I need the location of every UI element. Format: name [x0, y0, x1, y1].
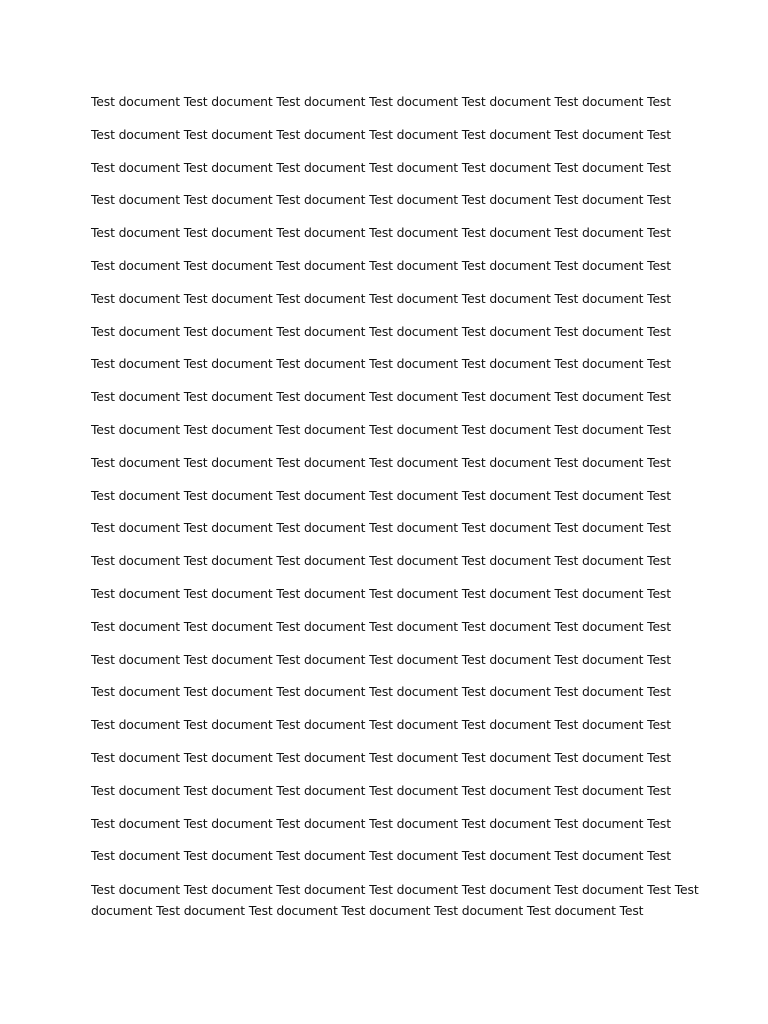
paragraph-8: Test document Test document Test document Test document Test document Test document Test — [91, 323, 671, 339]
paragraph-3: Test document Test document Test document Test document Test document Test document Test — [91, 159, 671, 175]
paragraph-12: Test document Test document Test document Test document Test document Test document Test — [91, 454, 671, 470]
paragraph-24: Test document Test document Test document Test document Test document Test document Test — [91, 848, 671, 864]
paragraph-23: Test document Test document Test document Test document Test document Test document Test — [91, 815, 671, 831]
paragraph-10: Test document Test document Test document Test document Test document Test document Test — [91, 389, 671, 405]
paragraph-4: Test document Test document Test document Test document Test document Test document Test — [91, 192, 671, 208]
document-body — [91, 92, 699, 921]
paragraph-14: Test document Test document Test document Test document Test document Test document Test — [91, 520, 671, 536]
paragraph-1: Test document Test document Test document Test document Test document Test document Test — [91, 94, 671, 109]
paragraph-5: Test document Test document Test document Test document Test document Test document Test — [91, 225, 671, 241]
paragraph-15: Test document Test document Test document Test document Test document Test document Test — [91, 553, 671, 569]
paragraph-2: Test document Test document Test document Test document Test document Test document Test — [91, 126, 671, 142]
paragraph-19: Test document Test document Test document Test document Test document Test document Test — [91, 684, 671, 700]
paragraph-20: Test document Test document Test document Test document Test document Test document Test — [91, 717, 671, 733]
paragraph-6: Test document Test document Test document Test document Test document Test document Test — [91, 257, 671, 273]
paragraph-13: Test document Test document Test document Test document Test document Test document Test — [91, 487, 671, 503]
paragraph-25-line-2: document Test document Test document Test document Test document Test document Test — [91, 903, 644, 919]
paragraph-11: Test document Test document Test document Test document Test document Test document Test — [91, 421, 671, 437]
paragraph-25 — [91, 879, 699, 921]
paragraph-7: Test document Test document Test document Test document Test document Test document Test — [91, 290, 671, 306]
paragraph-17: Test document Test document Test document Test document Test document Test document Test — [91, 618, 671, 634]
paragraph-21: Test document Test document Test document Test document Test document Test document Test — [91, 749, 671, 765]
paragraph-18: Test document Test document Test document Test document Test document Test document Test — [91, 651, 671, 667]
paragraph-25-line-1: Test document Test document Test document Test document Test document Test document Test Test — [91, 882, 699, 898]
paragraph-16: Test document Test document Test document Test document Test document Test document Test — [91, 585, 671, 601]
paragraph-9: Test document Test document Test document Test document Test document Test document Test — [91, 356, 671, 372]
paragraph-22: Test document Test document Test document Test document Test document Test document Test — [91, 782, 671, 798]
